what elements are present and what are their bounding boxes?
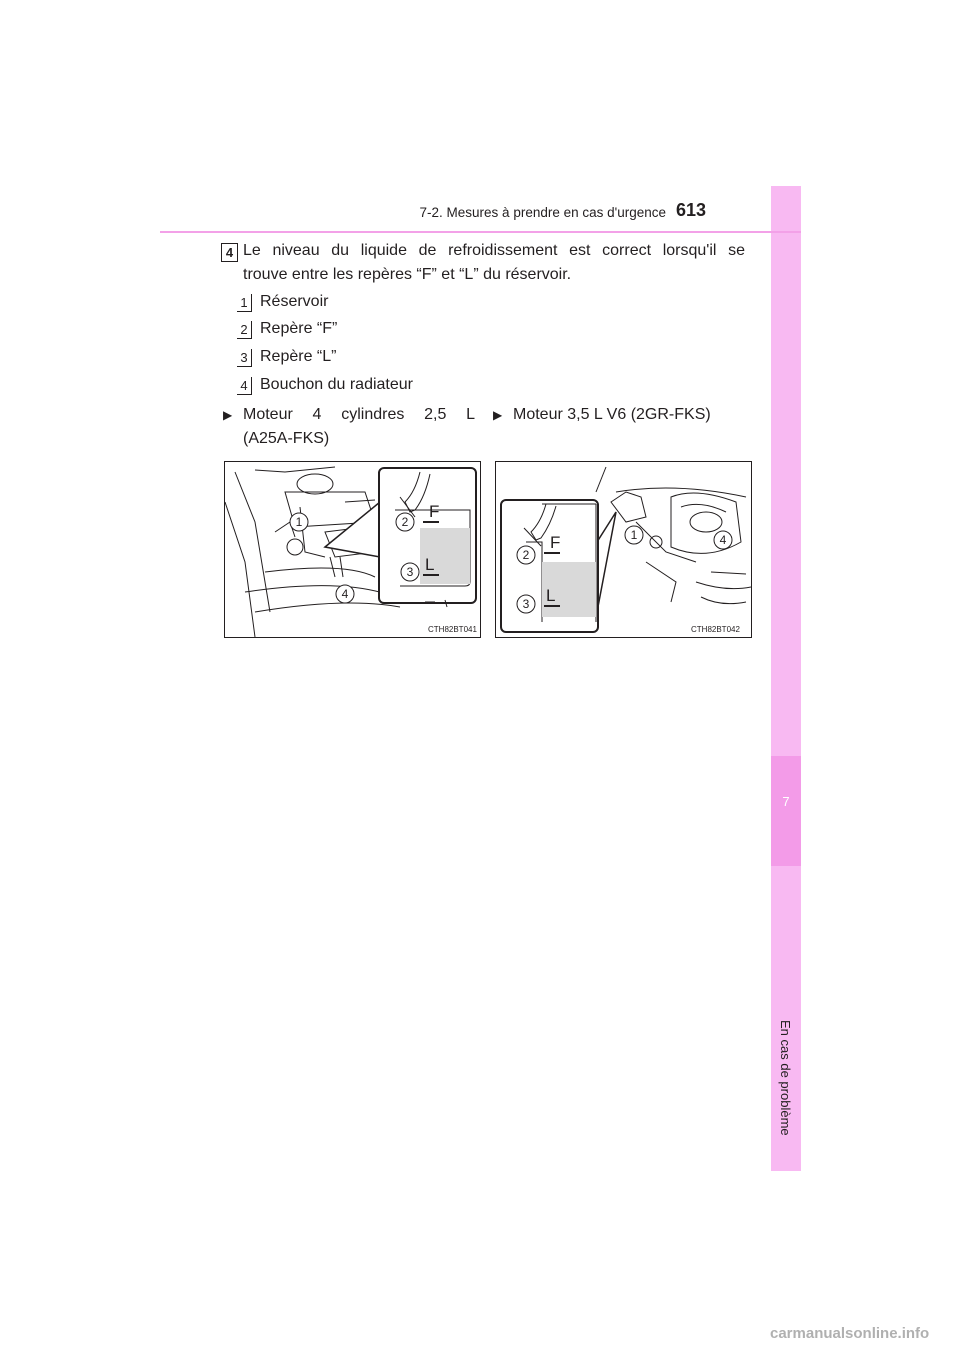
callout-4: 4 (719, 533, 727, 547)
legend-number: 1 (237, 294, 252, 312)
engine-figure-v6 (495, 461, 752, 638)
variant-title-line1: Moteur 4 cylindres 2,5 L (243, 406, 475, 423)
variant-title-line2: (A25A-FKS) (243, 430, 330, 447)
legend-number: 2 (237, 321, 252, 339)
callout-3: 3 (406, 565, 414, 579)
engine-figure-4cyl (224, 461, 481, 638)
callout-2: 2 (522, 548, 530, 562)
step-number-badge: 4 (221, 243, 238, 262)
step-text-line2: trouve entre les repères “F” et “L” du réservoir. (243, 266, 572, 283)
callout-1: 1 (630, 528, 638, 542)
header-rule (160, 231, 801, 233)
section-title: 7-2. Mesures à prendre en cas d'urgence (419, 205, 666, 220)
mark-l: L (425, 555, 435, 574)
callout-1: 1 (295, 515, 303, 529)
mark-l: L (546, 586, 556, 605)
figure-code: CTH82BT041 (428, 625, 477, 634)
right-triangle-icon: ▶ (493, 408, 503, 422)
chapter-number: 7 (782, 794, 790, 809)
step-text-line1: Le niveau du liquide de refroidissement est correct lorsqu'il se (243, 242, 745, 259)
legend-number: 3 (237, 349, 252, 367)
chapter-number-box (771, 756, 801, 866)
right-triangle-icon: ▶ (223, 408, 233, 422)
mark-f: F (429, 502, 440, 521)
watermark: carmanualsonline.info (770, 1325, 930, 1342)
variant-title-line1: Moteur 3,5 L V6 (2GR-FKS) (513, 406, 711, 423)
callout-4: 4 (341, 587, 349, 601)
chapter-side-tab (771, 186, 801, 1171)
figure-code: CTH82BT042 (691, 625, 740, 634)
chapter-title: En cas de problème (778, 1020, 793, 1136)
engine-illustration-4cyl (225, 462, 480, 637)
legend-label: Repère “L” (260, 348, 337, 365)
mark-f: F (550, 533, 561, 552)
callout-2: 2 (401, 515, 409, 529)
legend-number: 4 (237, 377, 252, 395)
legend-label: Réservoir (260, 293, 329, 310)
callout-3: 3 (522, 597, 530, 611)
engine-illustration-v6 (496, 462, 751, 637)
legend-label: Bouchon du radiateur (260, 376, 413, 393)
legend-label: Repère “F” (260, 320, 338, 337)
page-number: 613 (676, 200, 707, 220)
